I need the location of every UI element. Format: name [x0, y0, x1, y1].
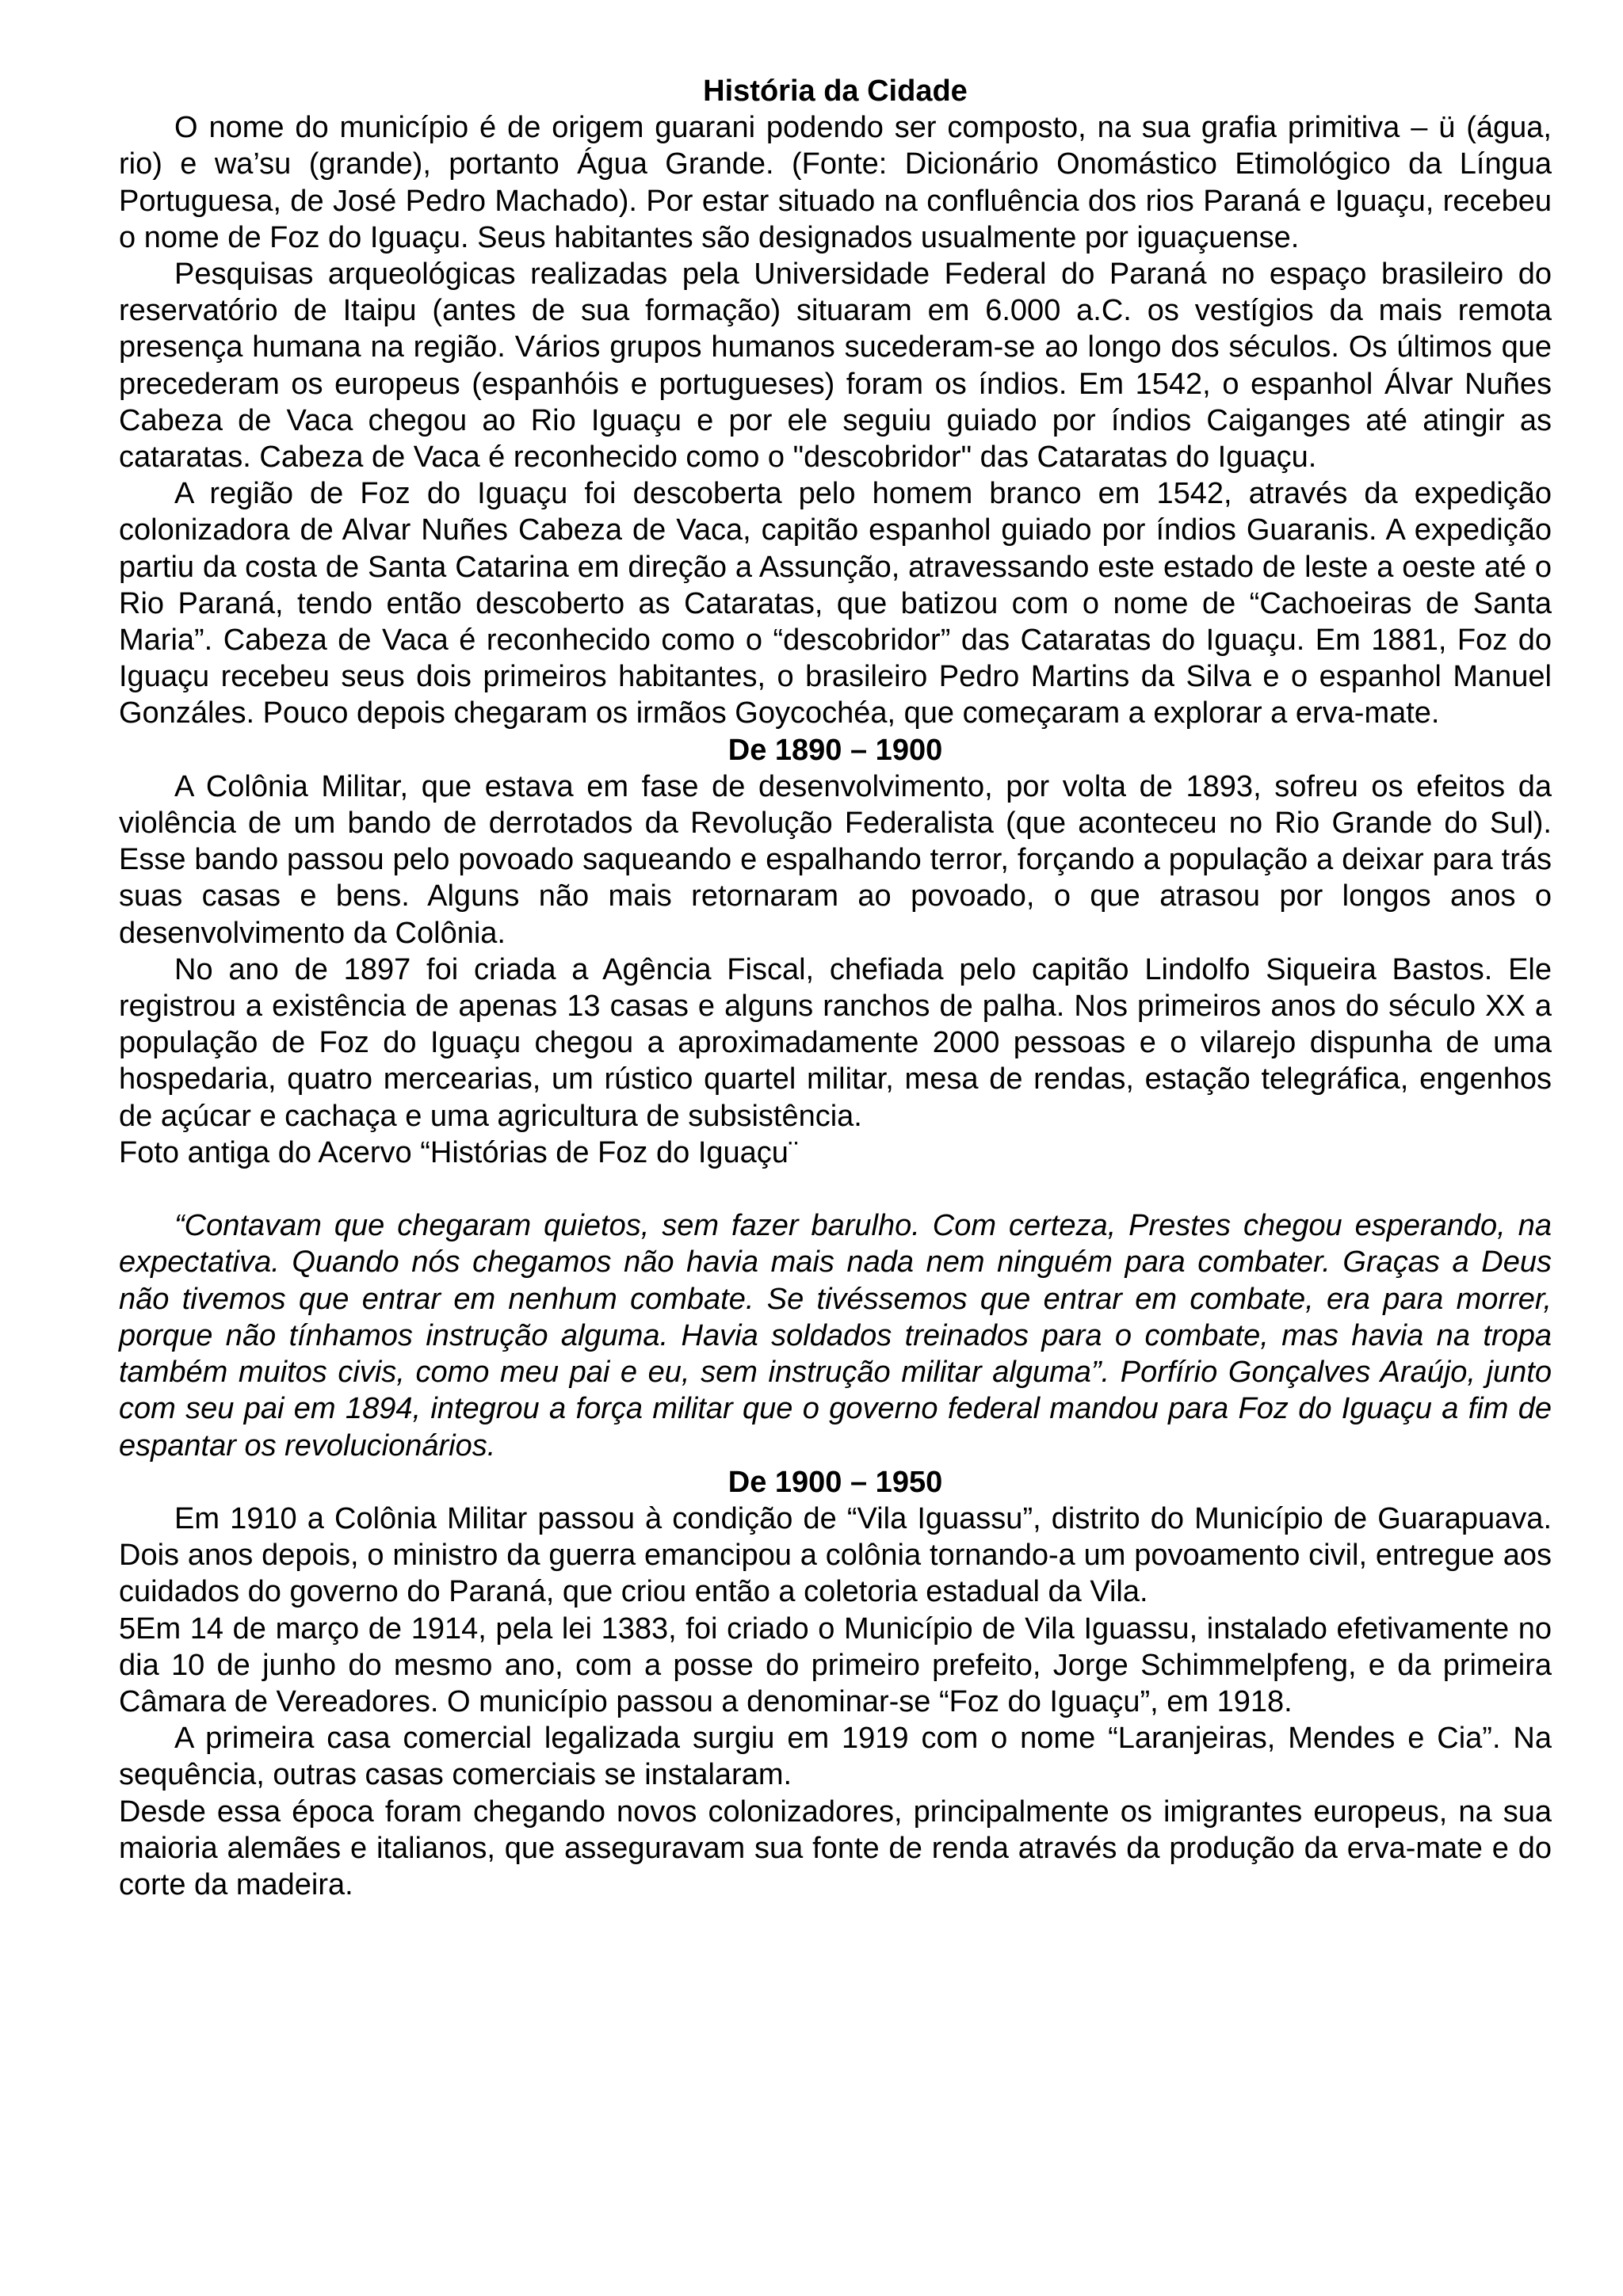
paragraph-colonizers: Desde essa época foram chegando novos colonizadores, principalmente os imigrantes europeus, na sua maioria alemães e italianos, que asseguravam sua fonte de renda através da produção da erva-mate e do corte da madeira.: [119, 1794, 1552, 1901]
blank-line: [119, 1171, 1552, 1207]
paragraph-municipality-creation: 5Em 14 de março de 1914, pela lei 1383, foi criado o Município de Vila Iguassu, instalado efetivamente no dia 10 de junho do mesmo ano, com a posse do primeiro prefeito, Jorge Schimmelpfeng, e da primeira Câmara de Vereadores. O município passou a denominar-se “Foz do Iguaçu”, em 1918.: [119, 1611, 1552, 1718]
document-title: História da Cidade: [703, 74, 968, 108]
section-heading-1900: De 1900 – 1950: [727, 1465, 943, 1499]
paragraph-first-commerce: A primeira casa comercial legalizada surgiu em 1919 com o nome “Laranjeiras, Mendes e Cia”. Na sequência, outras casas comerciais se instalaram.: [119, 1722, 1552, 1792]
photo-caption: Foto antiga do Acervo “Histórias de Foz do Iguaçu¨: [119, 1135, 799, 1169]
paragraph-discovery: A região de Foz do Iguaçu foi descoberta pelo homem branco em 1542, através da expedição colonizadora de Alvar Nuñes Cabeza de Vaca, capitão espanhol guiado por índios Guaranis. A expedição partiu da costa de Santa Catarina em direção a Assunção, atravessando este estado de leste a oeste até o Rio Paraná, tendo então descoberto as Cataratas, que batizou com o nome de “Cachoeiras de Santa Maria”. Cabeza de Vaca é reconhecido como o “descobridor” das Cataratas do Iguaçu. Em 1881, Foz do Iguaçu recebeu seus dois primeiros habitantes, o brasileiro Pedro Martins da Silva e o espanhol Manuel Gonzáles. Pouco depois chegaram os irmãos Goycochéa, que começaram a explorar a erva-mate.: [119, 477, 1552, 730]
section-heading-1890: De 1890 – 1900: [727, 733, 943, 767]
paragraph-fiscal-agency: No ano de 1897 foi criada a Agência Fiscal, chefiada pelo capitão Lindolfo Siqueira Bastos. Ele registrou a existência de apenas 13 casas e alguns ranchos de palha. Nos primeiros anos do século XX a população de Foz do Iguaçu chegou a aproximadamente 2000 pessoas e o vilarejo dispunha de uma hospedaria, quatro mercearias, um rústico quartel militar, mesa de rendas, estação telegráfica, engenhos de açúcar e cachaça e uma agricultura de subsistência.: [119, 952, 1552, 1133]
paragraph-vila-iguassu: Em 1910 a Colônia Militar passou à condição de “Vila Iguassu”, distrito do Município de Guarapuava. Dois anos depois, o ministro da guerra emancipou a colônia tornando-a um povoamento civil, entregue aos cuidados do governo do Paraná, que criou então a coletoria estadual da Vila.: [119, 1501, 1552, 1609]
paragraph-military-colony: A Colônia Militar, que estava em fase de desenvolvimento, por volta de 1893, sofreu os efeitos da violência de um bando de derrotados da Revolução Federalista (que aconteceu no Rio Grande do Sul). Esse bando passou pelo povoado saqueando e espalhando terror, forçando a população a deixar para trás suas casas e bens. Alguns não mais retornaram ao povoado, o que atrasou por longos anos o desenvolvimento da Colônia.: [119, 769, 1552, 950]
paragraph-archaeology: Pesquisas arqueológicas realizadas pela Universidade Federal do Paraná no espaço brasileiro do reservatório de Itaipu (antes de sua formação) situaram em 6.000 a.C. os vestígios da mais remota presença humana na região. Vários grupos humanos sucederam-se ao longo dos séculos. Os últimos que precederam os europeus (espanhóis e portugueses) foram os índios. Em 1542, o espanhol Álvar Nuñes Cabeza de Vaca chegou ao Rio Iguaçu e por ele seguiu guiado por índios Caiganges até atingir as cataratas. Cabeza de Vaca é reconhecido como o "descobridor" das Cataratas do Iguaçu.: [119, 257, 1552, 475]
document-page: [119, 73, 1552, 1903]
testimony-quote: “Contavam que chegaram quietos, sem fazer barulho. Com certeza, Prestes chegou esperando, na expectativa. Quando nós chegamos não havia mais nada nem ninguém para combater. Graças a Deus não tivemos que entrar em nenhum combate. Se tivéssemos que entrar em combate, era para morrer, porque não tínhamos instrução alguma. Havia soldados treinados para o combate, mas havia na tropa também muitos civis, como meu pai e eu, sem instrução militar alguma”. Porfírio Gonçalves Araújo, junto com seu pai em 1894, integrou a força militar que o governo federal mandou para Foz do Iguaçu a fim de espantar os revolucionários.: [119, 1209, 1552, 1463]
paragraph-name-origin: O nome do município é de origem guarani podendo ser composto, na sua grafia primitiva – ü (água, rio) e wa’su (grande), portanto Água Grande. (Fonte: Dicionário Onomástico Etimológico da Língua Portuguesa, de José Pedro Machado). Por estar situado na confluência dos rios Paraná e Iguaçu, recebeu o nome de Foz do Iguaçu. Seus habitantes são designados usualmente por iguaçuense.: [119, 111, 1552, 254]
